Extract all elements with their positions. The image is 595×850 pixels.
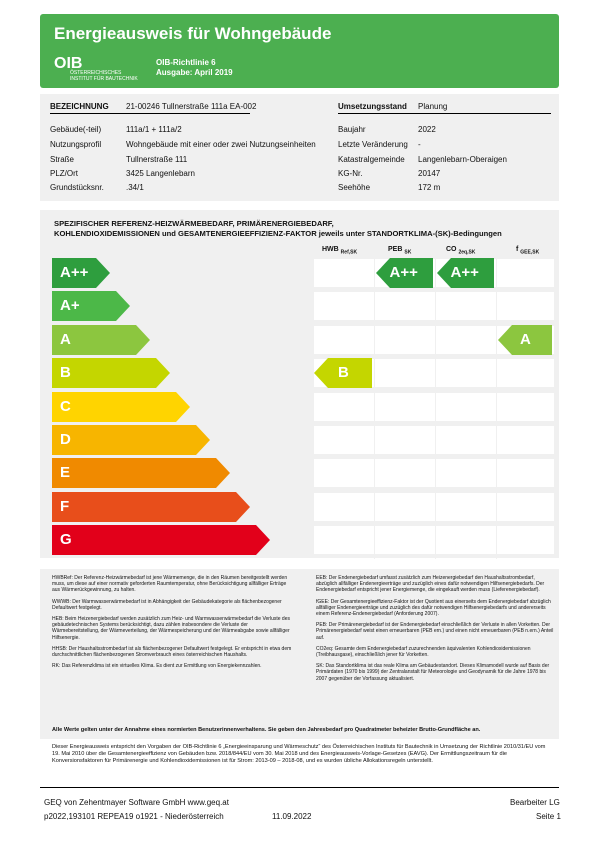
energy-scale-panel xyxy=(40,210,559,558)
info-value-baujahr: 2022 xyxy=(418,125,436,134)
definition-sk: SK: Das Standortklima ist das reale Klima am Gebäudestandort. Dieses Klimamodell wurde auf Basis der Primärdaten (1970 bis 1999) der Zentralanstalt für Meteorologie und Geodynamik für die Jahre 1978 bis 2007 gegenüber der Vorfassung aktualisiert. xyxy=(316,663,550,682)
info-value-kg-nr: 20147 xyxy=(418,169,441,178)
footer-divider xyxy=(40,787,559,788)
scale-heading-line1: SPEZIFISCHER REFERENZ-HEIZWÄRMEBEDARF, PRIMÄRENERGIEBEDARF, xyxy=(54,219,334,228)
info-value-bezeichnung: 21-00246 Tullnerstraße 111a EA-002 xyxy=(126,102,257,111)
building-info-panel xyxy=(40,94,559,201)
header-banner xyxy=(40,14,559,88)
info-label-nutzungsprofil: Nutzungsprofil xyxy=(50,140,102,149)
column-header-fgee: f $_{GEE,SK}$ xyxy=(516,246,540,256)
info-label-bezeichnung: BEZEICHNUNG xyxy=(50,102,109,111)
column-header-peb: PEB $_{SK}$ xyxy=(388,246,412,256)
rating-marker-label: A++ xyxy=(450,264,479,281)
document-title: Energieausweis für Wohngebäude xyxy=(54,24,332,43)
energy-class-label: A++ xyxy=(60,264,89,281)
energy-class-label: A+ xyxy=(60,297,80,315)
column-separator xyxy=(435,258,436,559)
column-separator xyxy=(496,258,497,559)
rating-marker-label: A xyxy=(520,330,531,348)
info-label-gebaeude: Gebäude(-teil) xyxy=(50,125,102,134)
info-value-plz: 3425 Langenlebarn xyxy=(126,169,195,178)
definitions-left xyxy=(52,575,292,674)
values-note: Alle Werte gelten unter der Annahme eines normierten Benutzerinnenverhaltens. Sie geben den Jahresbedarf pro Quadratmeter beheizter Brutto-Grundfläche an. xyxy=(52,727,481,733)
scale-grid-row xyxy=(314,393,554,421)
info-label-letzte-veraenderung: Letzte Veränderung xyxy=(338,140,408,149)
rating-marker-peb xyxy=(376,258,433,288)
info-label-grundstueck: Grundstücksnr. xyxy=(50,183,104,192)
energy-class-d xyxy=(52,425,210,455)
energy-class-label: C xyxy=(60,397,71,415)
definition-hwb: HWBRef: Der Referenz-Heizwärmebedarf ist jene Wärmemenge, die in den Räumen bereitgestellt werden muss, um diese auf einer normativ geforderten Raumtemperatur, ohne Berücksichtigung allfälliger Erträge aus Wärmerückgewinnung, zu halten. xyxy=(52,575,288,594)
footer-date: 11.09.2022 xyxy=(272,812,312,821)
energy-class-g xyxy=(52,525,270,555)
scale-grid-row xyxy=(314,526,554,554)
info-value-umsetzungsstand: Planung xyxy=(418,102,448,111)
column-separator xyxy=(374,258,375,559)
definition-hhsb: HHSB: Der Haushaltsstrombedarf ist als flächenbezogener Defaultwert festgelegt. Er entspricht in etwa dem durchschnittlichen flächenbezogenen Stromverbrauch eines österreichischen Haushalts. xyxy=(52,645,292,659)
energy-class-c xyxy=(52,392,190,422)
info-value-gebaeude: 111a/1 + 111a/2 xyxy=(126,125,182,134)
column-header-co2: CO $_{2eq,SK}$ xyxy=(446,246,476,256)
scale-grid-row xyxy=(314,493,554,521)
energy-class-label: D xyxy=(60,431,71,448)
energy-class-label: B xyxy=(60,364,71,382)
info-value-seehoehe: 172 m xyxy=(418,183,441,192)
scale-heading-line2: KOHLENDIOXIDEMISSIONEN und GESAMTENERGIEEFFIZIENZ-FAKTOR jeweils unter STANDORTKLIMA-(SK)-Bedingungen xyxy=(54,229,502,238)
guideline-edition: Ausgabe: April 2019 xyxy=(156,68,233,77)
scale-grid-row xyxy=(314,292,554,320)
definition-wwwb: WWWB: Der Warmwasserwärmebedarf ist in Abhängigkeit der Gebäudekategorie als flächenbezogener Defaultwert festgelegt. xyxy=(52,598,282,611)
info-label-katastralgemeinde: Katastralgemeinde xyxy=(338,155,405,164)
energy-class-b xyxy=(52,358,170,388)
divider xyxy=(338,113,551,114)
divider xyxy=(50,113,250,114)
definition-heb: HEB: Beim Heizenergiebedarf werden zusätzlich zum Heiz- und Warmwasserwärmebedarf die Verluste des gebäudetechnischen Systems berücksichtigt, dazu zählen insbesondere die Verluste der Wärmebereitstellung, der Wärmeverteilung, der Wärmespeicherung und der Wärmeabgabe sowie allfälliger Hilfsenergie. xyxy=(52,616,290,641)
footer-code: p2022,193101 REPEA19 o1921 - Niederösterreich xyxy=(44,812,224,821)
info-value-katastralgemeinde: Langenlebarn-Oberaigen xyxy=(418,155,507,164)
footer-editor: Bearbeiter LG xyxy=(510,798,560,807)
energy-class-label: E xyxy=(60,464,71,482)
definition-peb: PEB: Der Primärenergiebedarf ist der Endenergiebedarf einschließlich der Verluste in allen Vorketten. Der Primärenergiebedarf weist einen erneuerbaren (PEB ern.) und einen nicht erneuerbaren (PEB n.ern.) Anteil auf. xyxy=(316,622,554,641)
scale-heading xyxy=(54,219,554,239)
footer-company: GEQ von Zehentmayer Software GmbH www.geq.at xyxy=(44,798,229,807)
footer-page: Seite 1 xyxy=(536,812,561,821)
guideline-name: OIB-Richtlinie 6 xyxy=(156,58,216,67)
definition-rk: RK: Das Referenzklima ist ein virtuelles Klima. Es dient zur Ermittlung von Energiekennzahlen. xyxy=(52,663,262,670)
rating-marker-co2 xyxy=(437,258,494,288)
energy-class-a xyxy=(52,325,150,355)
scale-grid-row xyxy=(314,459,554,487)
column-header-hwb: HWB $_{Ref,SK}$ xyxy=(322,246,358,256)
guideline-info xyxy=(156,58,233,78)
info-value-letzte-veraenderung: - xyxy=(418,140,421,149)
rating-marker-label: B xyxy=(338,364,349,382)
oib-logo xyxy=(54,55,138,90)
info-label-kg-nr: KG-Nr. xyxy=(338,169,363,178)
info-label-umsetzungsstand: Umsetzungsstand xyxy=(338,102,407,111)
energy-class-aplus xyxy=(52,291,130,321)
definition-eeb: EEB: Der Endenergiebedarf umfasst zusätzlich zum Heizenergiebedarf den Haushaltsstrombedarf, abzüglich allfälliger Endenergieerträge und zuzüglich eines dafür notwendigen Hilfsenergiebedarfs. Der Endenergiebedarf entspricht jener Energiemenge, die eingekauft werden muss (Lieferenergiebedarf). xyxy=(316,575,545,594)
oib-logo-text: OIB xyxy=(54,55,83,72)
legal-note: Dieser Energieausweis entspricht den Vorgaben der OIB-Richtlinie 6 „Energieeinsparung und Wärmeschutz“ des Österreichischen Instituts für Bautechnik in Umsetzung der Richtlinie 2010/31/EU vom 19. Mai 2010 über die Gesamtenergieeffizienz von Gebäuden bzw. 2018/844/EU vom 30. Mai 2018 und des Energieausweis-Vorlage-Gesetzes (EAVG). Der Ermittlungszeitraum für die Konversionsfaktoren für Primärenergie und Kohlendioxidemissionen ist für Strom: 2013-09 – 2018-08, und es wurden übliche Allokationsregeln unterstellt. xyxy=(52,744,546,764)
info-label-seehoehe: Seehöhe xyxy=(338,183,371,192)
definitions-right xyxy=(316,575,556,687)
energy-class-label: F xyxy=(60,497,70,515)
energy-class-e xyxy=(52,458,230,488)
info-value-nutzungsprofil: Wohngebäude mit einer oder zwei Nutzungseinheiten xyxy=(126,140,316,149)
scale-grid-row xyxy=(314,426,554,454)
oib-logo-subtext: ÖSTERREICHISCHES INSTITUT FÜR BAUTECHNIK xyxy=(70,70,138,82)
info-label-baujahr: Baujahr xyxy=(338,125,366,134)
energy-class-label: A xyxy=(60,330,71,348)
rating-marker-hwb xyxy=(314,358,372,388)
rating-marker-label: A++ xyxy=(389,264,418,281)
energy-class-aplusplus xyxy=(52,258,110,288)
info-label-strasse: Straße xyxy=(50,155,75,164)
scale-grid-row xyxy=(314,259,554,287)
energy-class-f xyxy=(52,492,250,522)
info-value-strasse: Tullnerstraße 111 xyxy=(126,155,188,164)
definitions-panel xyxy=(40,569,559,739)
rating-marker-fgee xyxy=(498,325,552,355)
info-label-plz: PLZ/Ort xyxy=(50,169,79,178)
energy-class-label: G xyxy=(60,531,72,549)
definition-fgee: fGEE: Der Gesamtenergieeffizienz-Faktor ist der Quotient aus einerseits dem Endenergiebedarf abzüglich allfälliger Endenergieerträge und zuzüglich des dafür notwendigen Hilfsenergiebedarfs und andererseits einem Referenz-Endenergiebedarf (Anforderung 2007). xyxy=(316,598,551,618)
info-value-grundstueck: .34/1 xyxy=(126,183,144,192)
definition-co2: CO2eq: Gesamte dem Endenergiebedarf zuzurechnenden äquivalenten Kohlendioxidemissionen (Treibhausgase), einschließlich jener für Vorketten. xyxy=(316,645,531,659)
